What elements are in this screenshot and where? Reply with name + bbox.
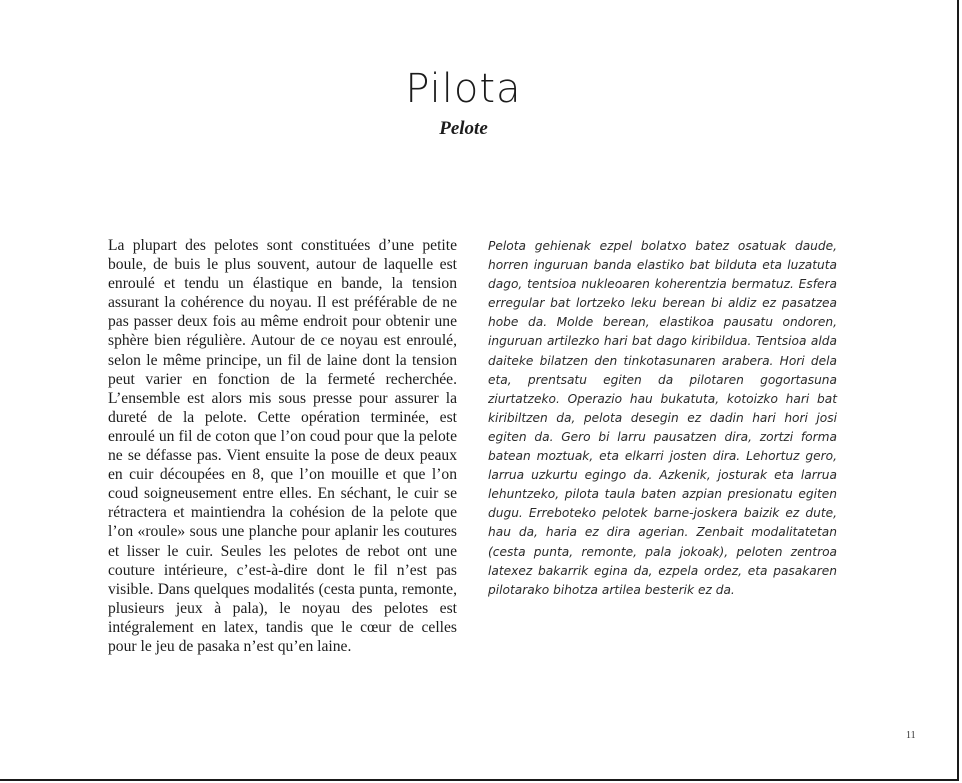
basque-text-column: Pelota gehienak ezpel bolatxo batez osatuak daude, horren inguruan banda elastiko bat bilduta eta luzatuta dago, tentsioa nukleoaren koherentzia bermatuz. Esfera erregular bat lortzeko leku berean bi aldiz ez pasatzea hobe da. Molde berean, elastikoa pausatu ondoren, inguruan artilezko hari bat dago kiribildua. Tentsioa alda daiteke bilatzen den tinkotasunaren arabera. Hori dela eta, prentsatu egiten da pilotaren gogortasuna ziurtatzeko. Operazio hau bukatuta, kotoizko hari bat kiribiltzen da, pelota desegin ez dadin hari hori josi egiten da. Gero bi larru pausatzen dira, zortzi forma batean moztuak, eta elkarri josten dira. Lehortuz gero, larrua uzkurtu egingo da. Azkenik, josturak eta larrua lehuntzeko, pilota taula baten azpian presionatu egiten dugu. Erreboteko pelotek barne-joskera baizik ez dute, hau da, haria ez dira agerian. Zenbait modalitatetan (cesta punta, remonte, pala jokoak), peloten zentroa latexez bakarrik egina da, ezpela ordez, eta pasakaren pilotarako bihotza artilea besterik ez da.: [488, 239, 837, 597]
page-title: Pilota: [405, 66, 522, 112]
french-text-column: La plupart des pelotes sont constituées d’une petite boule, de buis le plus souvent, autour de laquelle est enroulé et tendu un élastique en bande, la tension assurant la cohérence du noyau. Il est préférable de ne pas passer deux fois au même endroit pour obtenir une sphère bien régulière. Autour de ce noyau est enroulé, selon le même principe, un fil de laine dont la tension peut varier en fonction de la fermeté recherchée. L’ensemble est alors mis sous presse pour assurer la dureté de la pelote. Cette opération terminée, est enroulé un fil de coton que l’on coud pour que la pelote ne se défasse pas. Vient ensuite la pose de deux peaux en cuir découpées en 8, que l’on mouille et que l’on coud soigneusement entre elles. En séchant, le cuir se rétractera et maintiendra la cohésion de la pelote que l’on «roule» sous une planche pour aplanir les coutures et lisser le cuir. Seules les pelotes de rebot ont une couture intérieure, c’est-à-dire dont le fil n’est pas visible. Dans quelques modalités (cesta punta, remonte, plusieurs jeux à pala), le noyau des pelotes est intégralement en latex, tandis que le cœur de celles pour le jeu de pasaka n’est qu’en laine.: [108, 237, 457, 655]
page-number: 11: [906, 730, 916, 741]
page-subtitle: Pelote: [439, 118, 488, 139]
